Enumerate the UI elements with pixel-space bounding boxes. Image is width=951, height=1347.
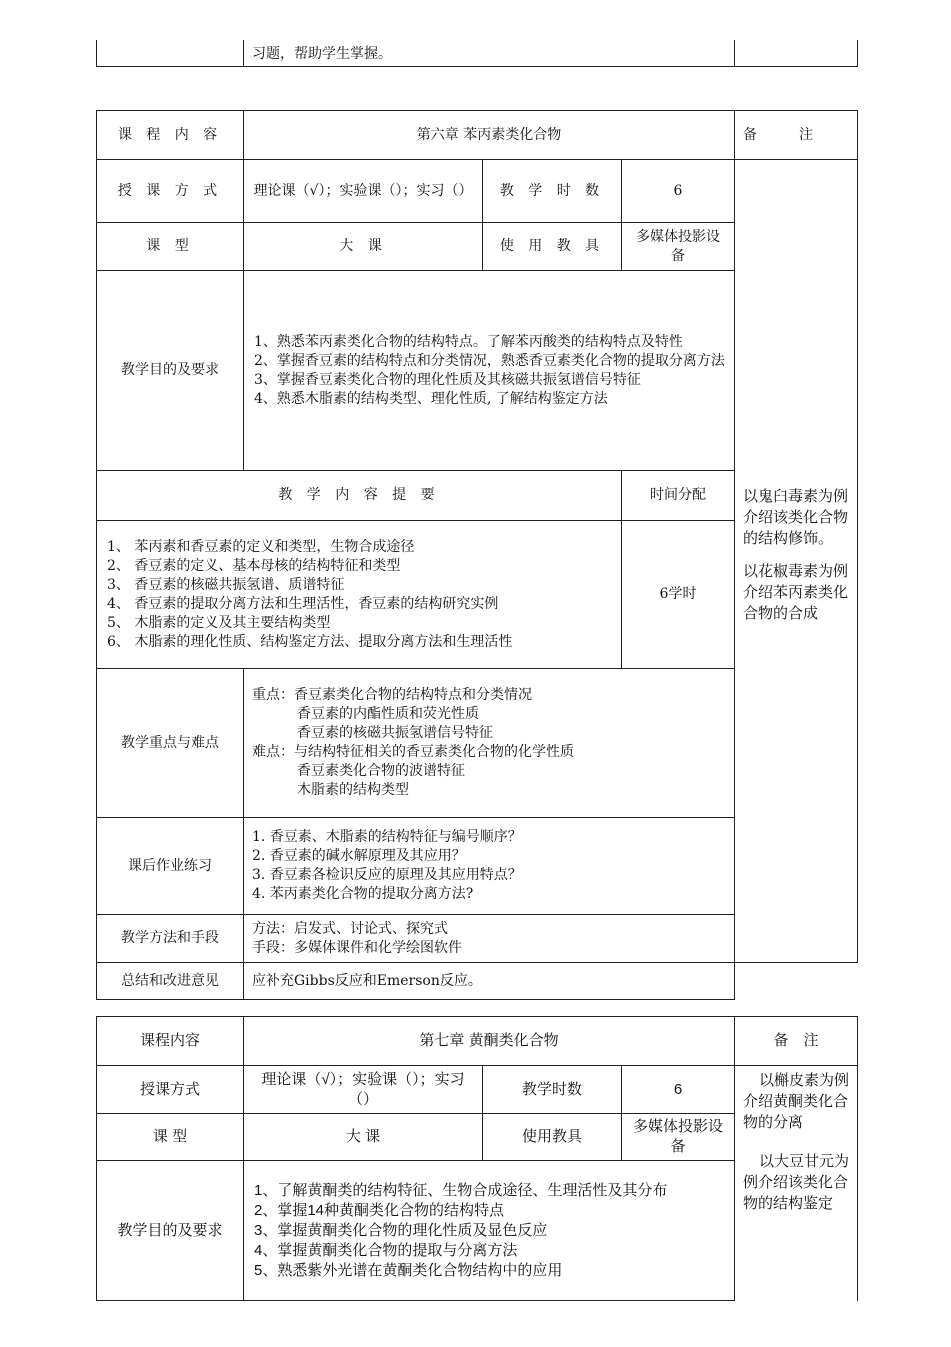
key-item: 香豆素的核磁共振氢谱信号特征: [297, 725, 493, 741]
methods-label: 教学方法和手段: [97, 915, 244, 963]
tools-value: 多媒体投影设备: [622, 1114, 735, 1161]
objective-item: 2、掌握14种黄酮类化合物的结构特点: [254, 1201, 505, 1219]
key-points-label: 教学重点与难点: [97, 669, 244, 818]
remarks-cell: [735, 1066, 858, 1301]
hours-label: 教学时数: [483, 1066, 622, 1114]
homework-list: [244, 818, 735, 915]
tools-label: 使 用 教 具: [483, 223, 622, 271]
remark-item: 以槲皮素为例介绍黄酮类化合物的分离: [743, 1072, 850, 1131]
hours-value: 6: [622, 1066, 735, 1114]
key-prefix: 重点：: [252, 687, 294, 703]
key-item: 香豆素类化合物的结构特点和分类情况: [294, 687, 532, 703]
hours-label: 教 学 时 数: [483, 160, 622, 223]
course-content-label: 课程内容: [97, 1017, 244, 1066]
remarks-label: 备 注: [735, 1017, 858, 1066]
remark-item: 以鬼臼毒素为例介绍该类化合物的结构修饰。: [743, 488, 849, 547]
teaching-mode-label: 授 课 方 式: [97, 160, 244, 223]
outline-list: [97, 521, 622, 669]
tools-value: 多媒体投影设备: [622, 223, 735, 271]
course-type-value: 大 课: [244, 223, 483, 271]
remark-item: 以大豆甘元为例介绍该类化合物的结构鉴定: [743, 1153, 850, 1212]
outline-item: 1、 苯丙素和香豆素的定义和类型，生物合成途径: [107, 538, 415, 555]
previous-table-fragment: [96, 40, 858, 67]
chapter6-table: [96, 110, 858, 1000]
outline-item: 6、 木脂素的理化性质、结构鉴定方法、提取分离方法和生理活性: [107, 633, 513, 650]
tools-label: 使用教具: [483, 1114, 622, 1161]
remarks-cell: [735, 160, 858, 963]
teaching-mode-label: 授课方式: [97, 1066, 244, 1114]
objective-item: 1、了解黄酮类的结构特征、生物合成途径、生理活性及其分布: [254, 1181, 668, 1199]
objective-item: 5、熟悉紫外光谱在黄酮类化合物结构中的应用: [254, 1261, 563, 1279]
homework-item: 1. 香豆素、木脂素的结构特征与编号顺序？: [252, 829, 522, 845]
difficult-item: 香豆素类化合物的波谱特征: [297, 763, 465, 779]
teaching-mode-value: 理论课（√）；实验课（）；实习（）: [244, 1066, 483, 1114]
objectives-label: 教学目的及要求: [97, 1161, 244, 1301]
teaching-mode-value: 理论课（√）；实验课（）；实习（）: [244, 160, 483, 223]
difficult-item: 木脂素的结构类型: [297, 782, 409, 798]
homework-item: 4. 苯丙素类化合物的提取分离方法?: [252, 886, 474, 902]
objective-item: 3、掌握香豆素类化合物的理化性质及其核磁共振氢谱信号特征: [254, 371, 641, 388]
prev-label-cell: [97, 40, 244, 67]
course-content-label: 课 程 内 容: [97, 111, 244, 160]
prev-remarks-cell: [735, 40, 858, 67]
objective-item: 3、掌握黄酮类化合物的理化性质及显色反应: [254, 1221, 548, 1239]
objectives-label: 教学目的及要求: [97, 271, 244, 471]
summary-value: 应补充Gibbs反应和Emerson反应。: [244, 963, 735, 1000]
outline-item: 4、 香豆素的提取分离方法和生理活性，香豆素的结构研究实例: [107, 595, 499, 612]
homework-item: 2. 香豆素的碱水解原理及其应用？: [252, 848, 466, 864]
course-type-value: 大 课: [244, 1114, 483, 1161]
remarks-label: 备 注: [735, 111, 858, 160]
course-content-value: 第七章 黄酮类化合物: [244, 1017, 735, 1066]
outline-item: 2、 香豆素的定义、基本母核的结构特征和类型: [107, 557, 401, 574]
key-points-content: [244, 669, 735, 818]
time-alloc-label: 时间分配: [622, 471, 735, 521]
remark-item: 以花椒毒素为例介绍苯丙素类化合物的合成: [743, 563, 849, 622]
method-item: 手段：多媒体课件和化学绘图软件: [252, 939, 462, 956]
summary-label: 总结和改进意见: [97, 963, 244, 1000]
outline-label: 教 学 内 容 提 要: [97, 471, 622, 521]
difficult-prefix: 难点：: [252, 744, 294, 760]
difficult-item: 与结构特征相关的香豆素类化合物的化学性质: [294, 744, 574, 760]
chapter7-table: [96, 1016, 858, 1301]
course-type-label: 课 型: [97, 223, 244, 271]
hours-value: 6: [622, 160, 735, 223]
objective-item: 4、熟悉木脂素的结构类型、理化性质, 了解结构鉴定方法: [254, 390, 608, 407]
objective-item: 2、掌握香豆素的结构特点和分类情况，熟悉香豆素类化合物的提取分离方法: [254, 352, 725, 369]
objective-item: 4、掌握黄酮类化合物的提取与分离方法: [254, 1241, 518, 1259]
homework-label: 课后作业练习: [97, 818, 244, 915]
prev-content-cell: 习题，帮助学生掌握。: [244, 40, 735, 67]
objectives-list: [244, 1161, 735, 1301]
outline-item: 3、 香豆素的核磁共振氢谱、质谱特征: [107, 576, 345, 593]
methods-list: [244, 915, 735, 963]
homework-item: 3. 香豆素各检识反应的原理及其应用特点？: [252, 867, 522, 883]
course-content-value: 第六章 苯丙素类化合物: [244, 111, 735, 160]
course-type-label: 课 型: [97, 1114, 244, 1161]
objective-item: 1、熟悉苯丙素类化合物的结构特点。了解苯丙酸类的结构特点及特性: [254, 333, 683, 350]
time-alloc-value: 6学时: [622, 521, 735, 669]
outline-item: 5、 木脂素的定义及其主要结构类型: [107, 614, 331, 631]
objectives-list: [244, 271, 735, 471]
method-item: 方法：启发式、讨论式、探究式: [252, 920, 448, 937]
key-item: 香豆素的内酯性质和荧光性质: [297, 706, 479, 722]
